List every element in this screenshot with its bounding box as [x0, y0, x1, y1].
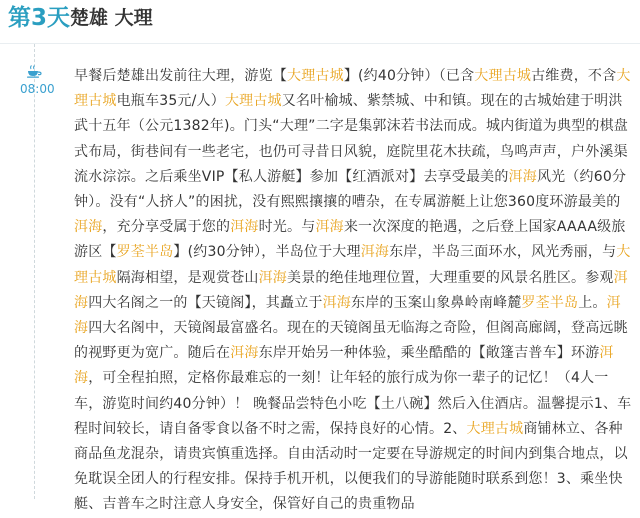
- highlight-keyword: 洱海: [322, 294, 352, 311]
- description-text: 又名叶榆城、紫禁城、中和镇。现在的古城始建于明洪武十五年（公元1382年)。门头“大理”二字是集郭沫若书法而成。城内街道为典型的棋盘式布局，街巷间有一些老宅，也仍可寻昔日风貌，庭院里花木扶疏，鸟鸣声声，户外溪渠流水淙淙。之后乘坐VIP【私人游艇】参加【红酒派对】去享受最美的: [74, 93, 628, 185]
- breakfast-cup-icon: [24, 62, 44, 78]
- highlight-keyword: 洱海: [258, 269, 288, 286]
- description-text: 】(约40分钟）（已含: [343, 68, 475, 84]
- timeline-line: [34, 44, 35, 499]
- description-text: 隔海相望，是观赏苍山: [116, 269, 259, 286]
- description-text: 东岸的玉案山象鼻岭南峰麓: [351, 294, 522, 311]
- description-text: 】(约30分钟），半岛位于大理: [173, 244, 361, 261]
- description-text: 古维费，不含: [531, 68, 617, 84]
- description-text: 四大名阁之一的【天镜阁】，其矗立于: [88, 294, 323, 311]
- description-text: 早餐后楚雄出发前往大理，游览【: [74, 68, 287, 84]
- day-route: 楚雄 大理: [70, 7, 153, 29]
- highlight-keyword: 大理古城: [74, 68, 631, 110]
- highlight-keyword: 洱海: [230, 345, 259, 362]
- highlight-keyword: 大理古城: [287, 68, 344, 84]
- highlight-keyword: 大理古城: [74, 244, 631, 286]
- highlight-keyword: 罗荃半岛: [116, 244, 174, 261]
- description-text: ，可全程拍照，定格你最难忘的一刻！让年轻的旅行成为你一辈子的记忆！（4人一车，游览时间约40分钟）！ 晚餐品尝特色小吃【土八碗】然后入住酒店。温馨提示1、车程时间较长，请自备零食以备不时之需，保持良好的心情。2、: [74, 370, 632, 437]
- highlight-keyword: 洱海: [230, 219, 259, 236]
- highlight-keyword: 洱海: [360, 244, 390, 261]
- highlight-keyword: 大理古城: [466, 420, 524, 437]
- description-text: 来一次深度的艳遇，之后登上国家AAAA级旅游区【: [74, 219, 626, 261]
- highlight-keyword: 洱海: [74, 219, 103, 236]
- description-text: 电瓶车35元/人）: [116, 93, 225, 110]
- highlight-keyword: 洱海: [74, 294, 621, 337]
- highlight-keyword: 大理古城: [224, 93, 282, 110]
- highlight-keyword: 大理古城: [474, 68, 532, 84]
- day-header: [0, 0, 640, 44]
- description-text: 东岸，半岛三面环水，风光秀丽，与: [389, 244, 617, 261]
- description-text: 美景的绝佳地理位置，大理重要的风景名胜区。参观: [287, 269, 614, 286]
- highlight-keyword: 洱海: [74, 269, 628, 311]
- description-text: 商铺林立、各种商品鱼龙混杂，请贵宾慎重选择。自由活动时一定要在导游规定的时间内到集合地点，以免耽误全团人的行程安排。保持手机开机，以便我们的导游能随时联系到您！3、乘坐快艇、吉普车之时注意人身安全，保管好自己的贵重物品: [74, 420, 628, 513]
- description-text: 四大名阁中，天镜阁最富盛名。现在的天镜阁虽无临海之奇险，但阁高廊阔，登高远眺的视野更为宽广。随后在: [74, 320, 628, 362]
- description-text: 东岸开始另一种体验，乘坐酷酷的【敞篷吉普车】环游: [258, 345, 600, 362]
- description-text: ，充分享受属于您的: [102, 219, 231, 236]
- description-text: 上。: [578, 294, 607, 311]
- highlight-keyword: 洱海: [508, 168, 537, 185]
- time-label: 08:00: [20, 82, 55, 96]
- day-number: 第3天: [8, 5, 71, 31]
- highlight-keyword: 罗荃半岛: [521, 294, 579, 311]
- itinerary-description: [74, 64, 632, 518]
- highlight-keyword: 洱海: [74, 345, 614, 387]
- highlight-keyword: 洱海: [315, 219, 344, 236]
- description-text: 时光。与: [258, 219, 316, 236]
- description-text: 风光（约60分钟）。没有“人挤人”的困扰，没有熙熙攘攘的嘈杂，在专属游艇上让您360度环游最美的: [74, 168, 627, 211]
